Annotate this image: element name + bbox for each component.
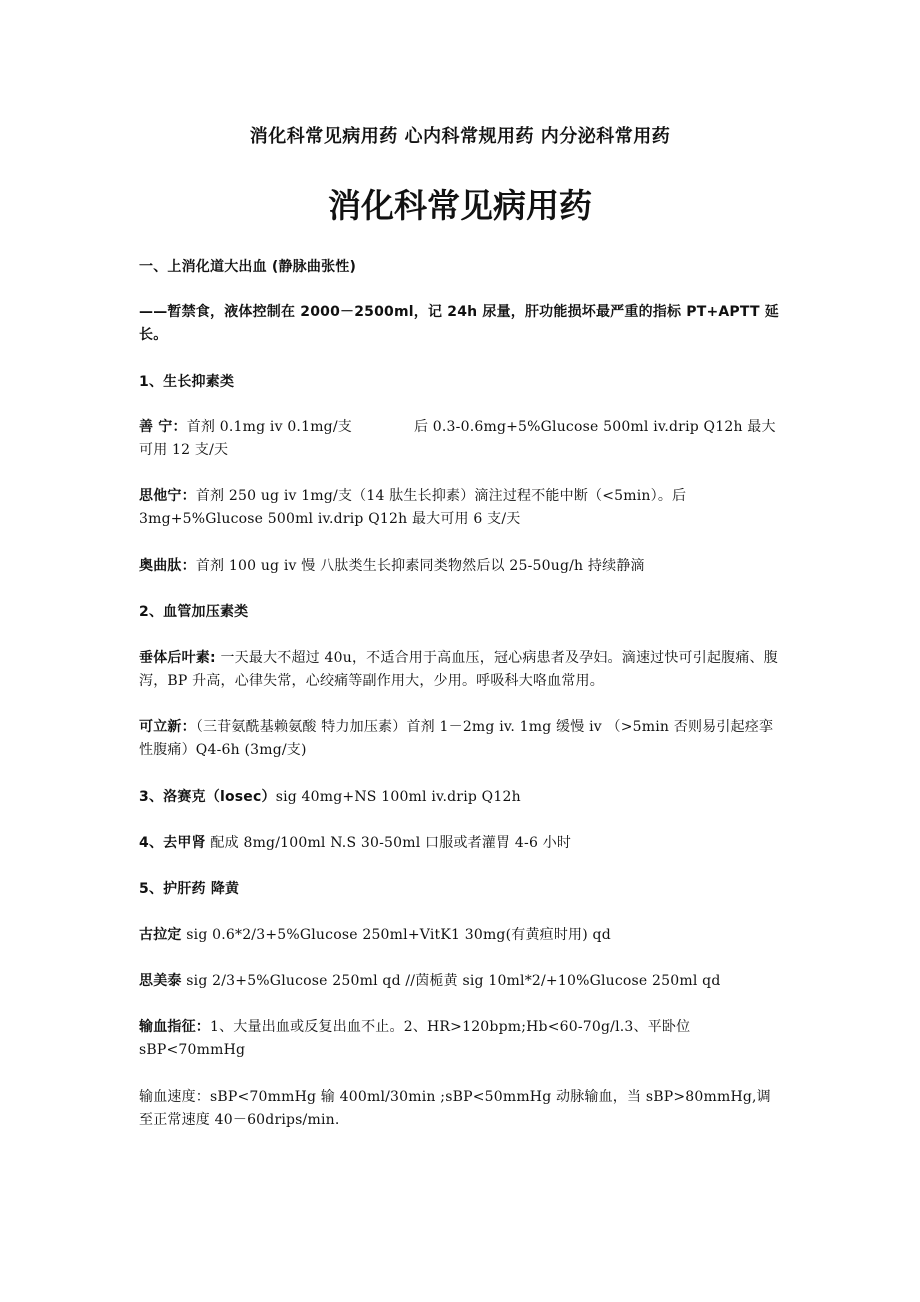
drug-name: 古拉定 (139, 927, 182, 943)
drug-entry-ademetionine (139, 970, 784, 993)
drug-entry-terlipressin (139, 716, 784, 762)
subsection-heading-vasopressin: 2、血管加压素类 (139, 604, 249, 620)
subsection-losec (139, 786, 784, 809)
drug-dosage: sig 2/3+5%Glucose 250ml qd //茵栀黄 sig 10ml*2/+10%Glucose 250ml qd (186, 973, 721, 989)
drug-entry-pituitrin (139, 647, 784, 693)
drug-entry-glutathione (139, 924, 784, 947)
drug-dosage-initial: 首剂 0.1mg iv 0.1mg/支 (186, 419, 352, 435)
transfusion-rate-label: 输血速度： (139, 1089, 210, 1105)
drug-name: 思他宁： (139, 488, 196, 504)
drug-name: 思美泰 (139, 973, 182, 989)
section-heading-upper-gi-bleeding: 一、上消化道大出血 (静脉曲张性) (139, 259, 357, 275)
drug-entry-octreotide (139, 555, 784, 578)
drug-dosage-followup: 后 0.3-0.6mg+5%Glucose 500ml iv.drip Q12h 最大可用 12 支/天 (139, 419, 776, 458)
drug-entry-sitaning (139, 485, 784, 531)
subsection-norepinephrine (139, 832, 784, 855)
subsection-heading-liver-protection: 5、护肝药 降黄 (139, 881, 240, 897)
drug-dosage: 配成 8mg/100ml N.S 30-50ml 口服或者灌胃 4-6 小时 (210, 835, 572, 851)
drug-entry-shanning (139, 416, 784, 462)
document-header-line: 消化科常见病用药 心内科常规用药 内分泌科常用药 (249, 126, 671, 147)
drug-dosage: sig 40mg+NS 100ml iv.drip Q12h (275, 789, 521, 805)
transfusion-indications-label: 输血指征： (139, 1019, 210, 1035)
drug-dosage: 首剂 250 ug iv 1mg/支（14 肽生长抑素）滴注过程不能中断（<5min）。后 3mg+5%Glucose 500ml iv.drip Q12h 最大可用 6 支/天 (139, 488, 687, 527)
drug-name: 善 宁： (139, 419, 187, 435)
transfusion-indications-text: 1、大量出血或反复出血不止。2、HR>120bpm;Hb<60-70g/l.3、平卧位 sBP<70mmHg (139, 1019, 691, 1058)
drug-name: 可立新： (139, 719, 196, 735)
subsection-heading-somatostatin: 1、生长抑素类 (139, 374, 235, 390)
document-title: 消化科常见病用药 (328, 186, 592, 225)
section-intro-paragraph: ——暂禁食，液体控制在 2000－2500ml，记 24h 尿量，肝功能损坏最严重的指标 PT+APTT 延长。 (139, 304, 779, 343)
subsection-heading: 4、去甲肾 (139, 835, 206, 851)
drug-description: （三苷氨酰基赖氨酸 特力加压素）首剂 1－2mg iv. 1mg 缓慢 iv （>5min 否则易引起痉挛性腹痛）Q4-6h (3mg/支) (139, 719, 774, 758)
drug-name: 垂体后叶素: (139, 650, 216, 666)
drug-dosage: sig 0.6*2/3+5%Glucose 250ml+VitK1 30mg(有黄疸时用) qd (186, 927, 611, 943)
transfusion-rate-text: sBP<70mmHg 输 400ml/30min ;sBP<50mmHg 动脉输血，当 sBP>80mmHg,调至正常速度 40－60drips/min. (139, 1089, 771, 1128)
subsection-heading: 3、洛赛克（losec） (139, 789, 276, 805)
drug-description: 一天最大不超过 40u，不适合用于高血压，冠心病患者及孕妇。滴速过快可引起腹痛、腹泻，BP 升高，心律失常，心绞痛等副作用大，少用。呼吸科大咯血常用。 (139, 650, 778, 689)
drug-name: 奥曲肽： (139, 558, 196, 574)
transfusion-indications (139, 1016, 784, 1062)
drug-dosage: 首剂 100 ug iv 慢 八肽类生长抑素同类物然后以 25-50ug/h 持续静滴 (195, 558, 645, 574)
transfusion-rate (139, 1086, 784, 1132)
